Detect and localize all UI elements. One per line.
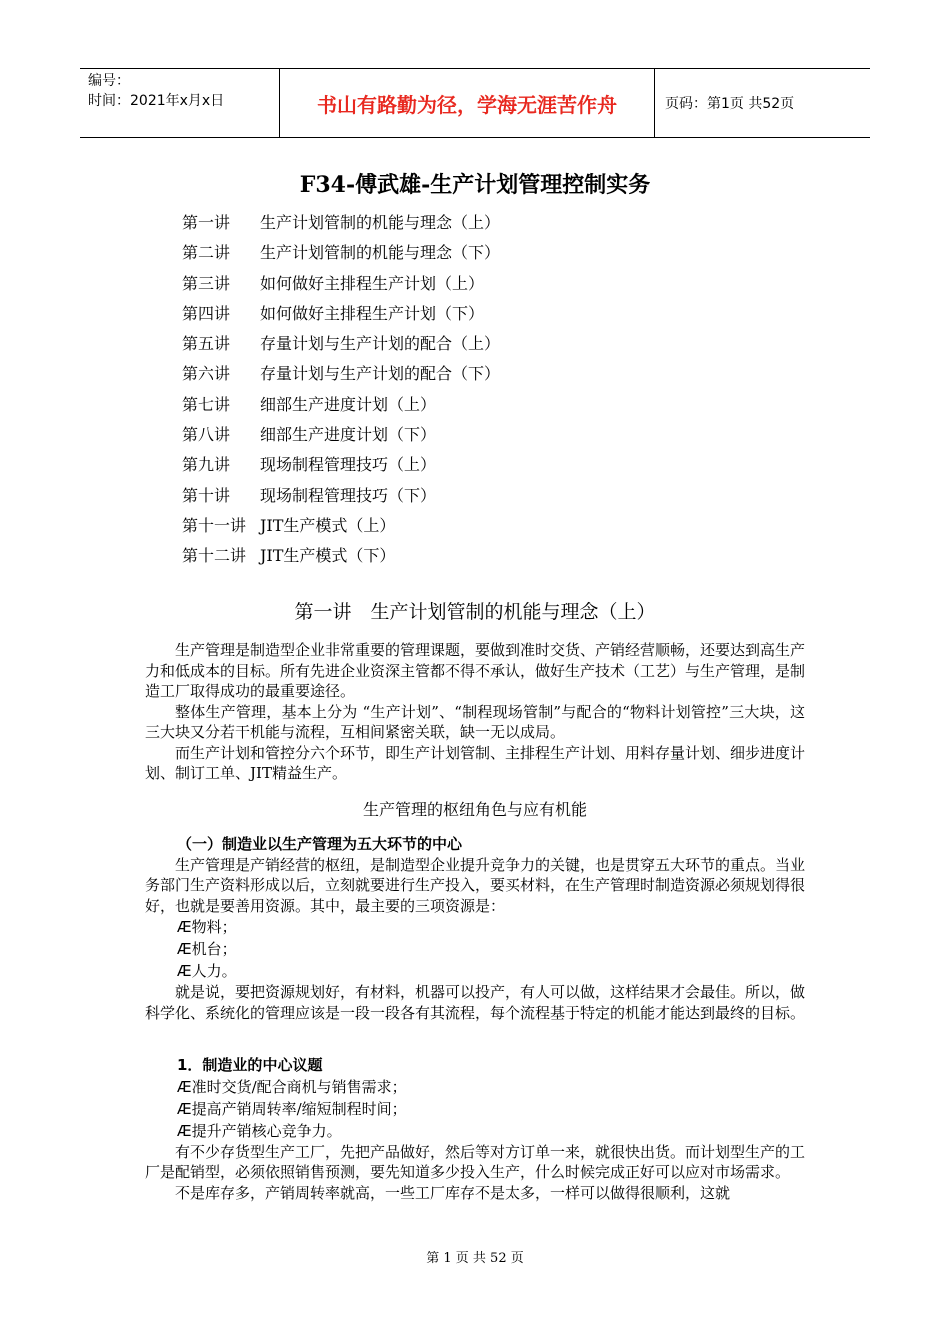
toc-item[interactable] (182, 238, 500, 268)
bullet-text: 人力。 (191, 962, 237, 980)
intro-paragraph: 生产管理是制造型企业非常重要的管理课题，要做到准时交货、产销经营顺畅，还要达到高生产力和低成本的目标。所有先进企业资深主管都不得不承认，做好生产技术（工艺）与生产管理，是制造工厂取得成功的最重要途径。 (145, 641, 806, 700)
subsection-title: 生产管理的枢纽角色与应有机能 (362, 800, 587, 819)
toc-item-number: 第十二讲 (182, 546, 247, 566)
part2-paragraph-2: 不是库存多，产销周转率就高，一些工厂库存不是太多，一样可以做得很顺利，这就 (175, 1183, 731, 1202)
toc-item[interactable] (182, 359, 500, 389)
header-motto: 书山有路勤为径，学海无涯苦作舟 (280, 69, 655, 137)
part1-paragraph-2: 就是说，要把资源规划好，有材料，机器可以投产，有人可以做，这样结果才会最佳。所以，做科学化、系统化的管理应该是一段一段各有其流程，每个流程基于特定的机能才能达到最终的目标。 (145, 983, 806, 1022)
toc-item-number: 第五讲 (182, 334, 231, 354)
bullet-item (145, 1120, 805, 1142)
header-number-label: 编号： (88, 73, 130, 89)
toc-item-number: 第四讲 (182, 303, 231, 323)
header-time-label: 时间：2021年x月x日 (88, 93, 225, 109)
bullet-mark: Æ (177, 1077, 192, 1096)
page-header (80, 68, 870, 138)
bullet-item (145, 1098, 805, 1120)
toc-item-number: 第八讲 (182, 425, 231, 445)
toc-item[interactable] (182, 299, 500, 329)
page-footer: 第 1 页 共 52 页 (426, 1251, 524, 1266)
toc-item-number: 第六讲 (182, 364, 231, 384)
toc-item[interactable] (182, 390, 500, 420)
toc-item[interactable] (182, 420, 500, 450)
section-title: 第一讲 生产计划管制的机能与理念（上） (294, 601, 656, 623)
toc-item[interactable] (182, 511, 500, 541)
bullet-item (145, 938, 805, 960)
toc-item-number: 第二讲 (182, 243, 231, 263)
part2-block (145, 1055, 805, 1203)
toc-item[interactable] (182, 450, 500, 480)
toc-item-number: 第十一讲 (182, 515, 247, 535)
toc-item-title: 如何做好主排程生产计划（下） (260, 303, 485, 323)
toc-item[interactable] (182, 329, 500, 359)
bullet-mark: Æ (177, 1121, 192, 1140)
toc-item[interactable] (182, 481, 500, 511)
bullet-mark: Æ (177, 962, 192, 980)
intro-paragraph: 而生产计划和管控分六个环节，即生产计划管制、主排程生产计划、用料存量计划、细步进度计划、制订工单、JIT精益生产。 (145, 743, 806, 782)
bullet-text: 提升产销核心竞争力。 (191, 1121, 342, 1140)
bullet-mark: Æ (177, 940, 192, 958)
part1-block (145, 834, 805, 1023)
toc-item[interactable] (182, 208, 500, 238)
bullet-text: 机台； (191, 940, 237, 958)
toc-item-title: 细部生产进度计划（下） (260, 425, 437, 445)
document-title: F34-傅武雄-生产计划管理控制实务 (299, 172, 651, 198)
bullet-item (145, 916, 805, 938)
bullet-text: 物料； (191, 918, 237, 936)
toc-item-number: 第三讲 (182, 273, 231, 293)
bullet-item (145, 1076, 805, 1098)
bullet-text: 提高产销周转率/缩短制程时间； (191, 1099, 407, 1118)
bullet-mark: Æ (177, 918, 192, 936)
toc-item-number: 第一讲 (182, 213, 231, 232)
toc-item-title: 存量计划与生产计划的配合（上） (260, 334, 501, 354)
toc-item-title: 生产计划管制的机能与理念（下） (260, 243, 501, 263)
bullet-item (145, 960, 805, 982)
toc-item-title: 细部生产进度计划（上） (260, 394, 437, 414)
intro-paragraph: 整体生产管理，基本上分为 “生产计划”、“制程现场管制”与配合的“物料计划管控”三大块，这三大块又分若干机能与流程，互相间紧密关联，缺一无以成局。 (145, 702, 805, 741)
toc-item[interactable] (182, 541, 500, 571)
toc-item-title: JIT生产模式（上） (260, 515, 396, 535)
bullet-text: 准时交货/配合商机与销售需求； (191, 1077, 407, 1096)
toc-item-title: 存量计划与生产计划的配合（下） (260, 364, 501, 384)
part1-paragraph: 生产管理是产销经营的枢纽，是制造型企业提升竞争力的关键，也是贯穿五大环节的重点。当业务部门生产资料形成以后，立刻就要进行生产投入，要买材料，在生产管理时制造资源必须规划得很好，也就是要善用资源。其中，最主要的三项资源是： (145, 855, 806, 915)
toc-item-title: 生产计划管制的机能与理念（上） (260, 213, 501, 232)
intro-block (145, 640, 805, 784)
toc-item-number: 第九讲 (182, 455, 231, 475)
header-page-info: 页码：第1页 共52页 (665, 96, 795, 112)
part2-heading: 1．制造业的中心议题 (177, 1056, 323, 1074)
toc-item-title: JIT生产模式（下） (260, 546, 396, 566)
toc-item-number: 第七讲 (182, 394, 231, 414)
toc-item-title: 现场制程管理技巧（下） (260, 485, 437, 505)
part2-paragraph: 有不少存货型生产工厂，先把产品做好，然后等对方订单一来，就很快出货。而计划型生产的工厂是配销型，必须依照销售预测，要先知道多少投入生产，什么时候完成正好可以应对市场需求。 (145, 1142, 806, 1181)
toc-item-title: 现场制程管理技巧（上） (260, 455, 437, 475)
header-meta (80, 69, 280, 137)
toc-item[interactable] (182, 269, 500, 299)
toc-item-number: 第十讲 (182, 485, 231, 505)
toc-item-title: 如何做好主排程生产计划（上） (260, 273, 485, 293)
part1-heading: （一）制造业以生产管理为五大环节的中心 (177, 835, 463, 853)
bullet-mark: Æ (177, 1099, 192, 1118)
table-of-contents (182, 208, 500, 572)
